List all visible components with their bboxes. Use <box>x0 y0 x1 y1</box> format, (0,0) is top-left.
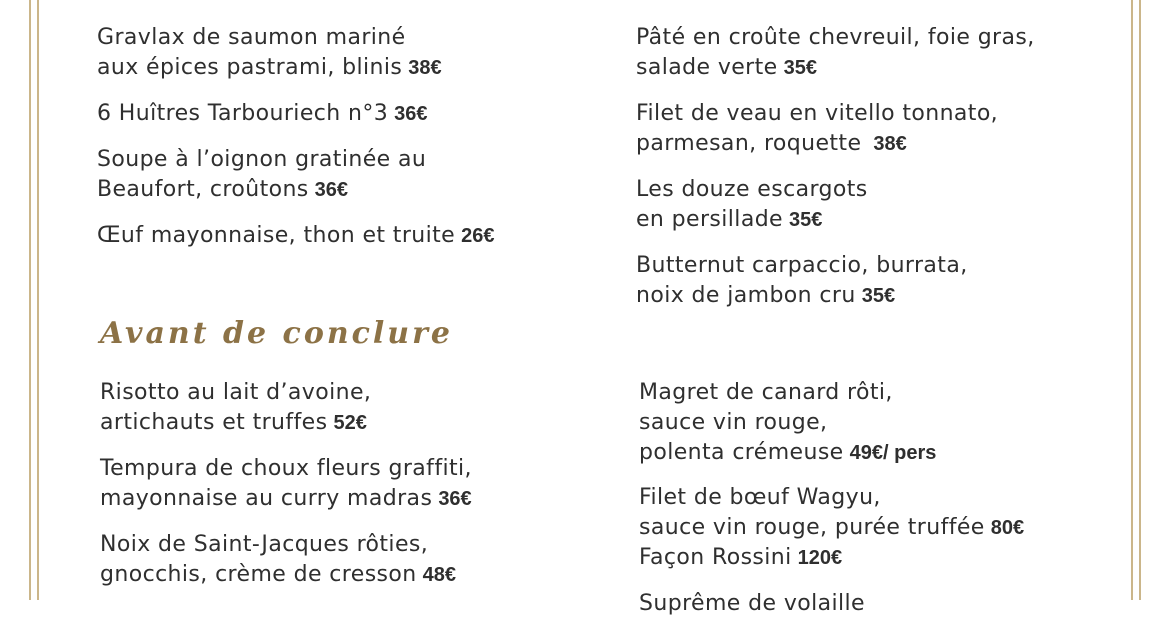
price: 48€ <box>422 564 457 586</box>
menu-item-wagyu <box>639 483 1024 573</box>
section-title: Avant de conclure <box>100 316 454 351</box>
item-line-text: gnocchis, crème de cresson <box>100 562 417 587</box>
item-line <box>97 99 428 129</box>
item-line: Les douze escargots <box>636 177 868 202</box>
price: 36€ <box>394 103 428 125</box>
item-line <box>100 484 472 514</box>
item-line: Butternut carpaccio, burrata, <box>636 253 968 278</box>
item-line: Soupe à l’oignon gratinée au <box>97 147 427 172</box>
menu-item-butternut <box>636 251 968 311</box>
item-line <box>636 129 998 159</box>
menu-item-saint-jacques <box>100 530 456 590</box>
menu-item-escargots <box>636 175 868 235</box>
item-line-text: aux épices pastrami, blinis <box>97 55 403 80</box>
item-line <box>100 408 371 438</box>
menu-item-soupe <box>97 145 426 205</box>
item-line-text: en persillade <box>636 207 783 232</box>
menu-item-magret <box>639 378 936 468</box>
item-line: sauce vin rouge, <box>639 410 828 435</box>
price: 26€ <box>461 225 495 247</box>
frame-right-inner <box>1131 0 1133 600</box>
item-line-text: salade verte <box>636 55 778 80</box>
item-line: Tempura de choux fleurs graffiti, <box>100 456 472 481</box>
item-line <box>639 513 1024 543</box>
item-line-text: mayonnaise au curry madras <box>100 486 433 511</box>
item-line: Magret de canard rôti, <box>639 380 893 405</box>
price: 80€ <box>990 517 1025 539</box>
item-line <box>636 205 868 235</box>
menu-item-gravlax <box>97 23 442 83</box>
menu-item-volaille <box>639 589 865 619</box>
item-line <box>97 221 494 251</box>
item-line <box>97 53 442 83</box>
price: 36€ <box>438 488 472 510</box>
item-line: Pâté en croûte chevreuil, foie gras, <box>636 25 1035 50</box>
menu-item-vitello <box>636 99 998 159</box>
item-line: Noix de Saint-Jacques rôties, <box>100 532 429 557</box>
item-line-text: Œuf mayonnaise, thon et truite <box>97 223 456 248</box>
item-line: Suprême de volaille <box>639 591 865 616</box>
item-line <box>100 560 456 590</box>
frame-right-outer <box>1139 0 1141 600</box>
price: 38€ <box>873 133 907 155</box>
price: 49€/ pers <box>849 442 937 464</box>
price: 36€ <box>314 179 349 201</box>
menu-item-risotto <box>100 378 371 438</box>
price: 52€ <box>333 412 367 434</box>
item-line: Risotto au lait d’avoine, <box>100 380 372 405</box>
item-line <box>97 175 426 205</box>
price: 38€ <box>408 57 442 79</box>
item-line-text: Façon Rossini <box>639 545 792 570</box>
item-line-text: polenta crémeuse <box>639 440 844 465</box>
item-line <box>636 53 1035 83</box>
item-line <box>639 543 1024 573</box>
frame-left-inner <box>37 0 39 600</box>
price: 35€ <box>861 285 896 307</box>
item-line: Gravlax de saumon mariné <box>97 25 406 50</box>
price: 120€ <box>797 547 843 569</box>
item-line-text: 6 Huîtres Tarbouriech n°3 <box>97 101 389 126</box>
menu-item-pate <box>636 23 1035 83</box>
item-line-text: parmesan, roquette <box>636 131 862 156</box>
item-line: Filet de veau en vitello tonnato, <box>636 101 999 126</box>
frame-left-outer <box>29 0 31 600</box>
item-line: Filet de bœuf Wagyu, <box>639 485 881 510</box>
item-line-text: sauce vin rouge, purée truffée <box>639 515 985 540</box>
item-line-text: artichauts et truffes <box>100 410 328 435</box>
menu-item-huitres <box>97 99 428 129</box>
menu-item-tempura <box>100 454 472 514</box>
menu-item-oeuf <box>97 221 494 251</box>
price: 35€ <box>783 57 817 79</box>
item-line-text: Beaufort, croûtons <box>97 177 309 202</box>
item-line-text: noix de jambon cru <box>636 283 856 308</box>
item-line <box>639 438 936 468</box>
item-line <box>636 281 968 311</box>
price: 35€ <box>789 209 823 231</box>
